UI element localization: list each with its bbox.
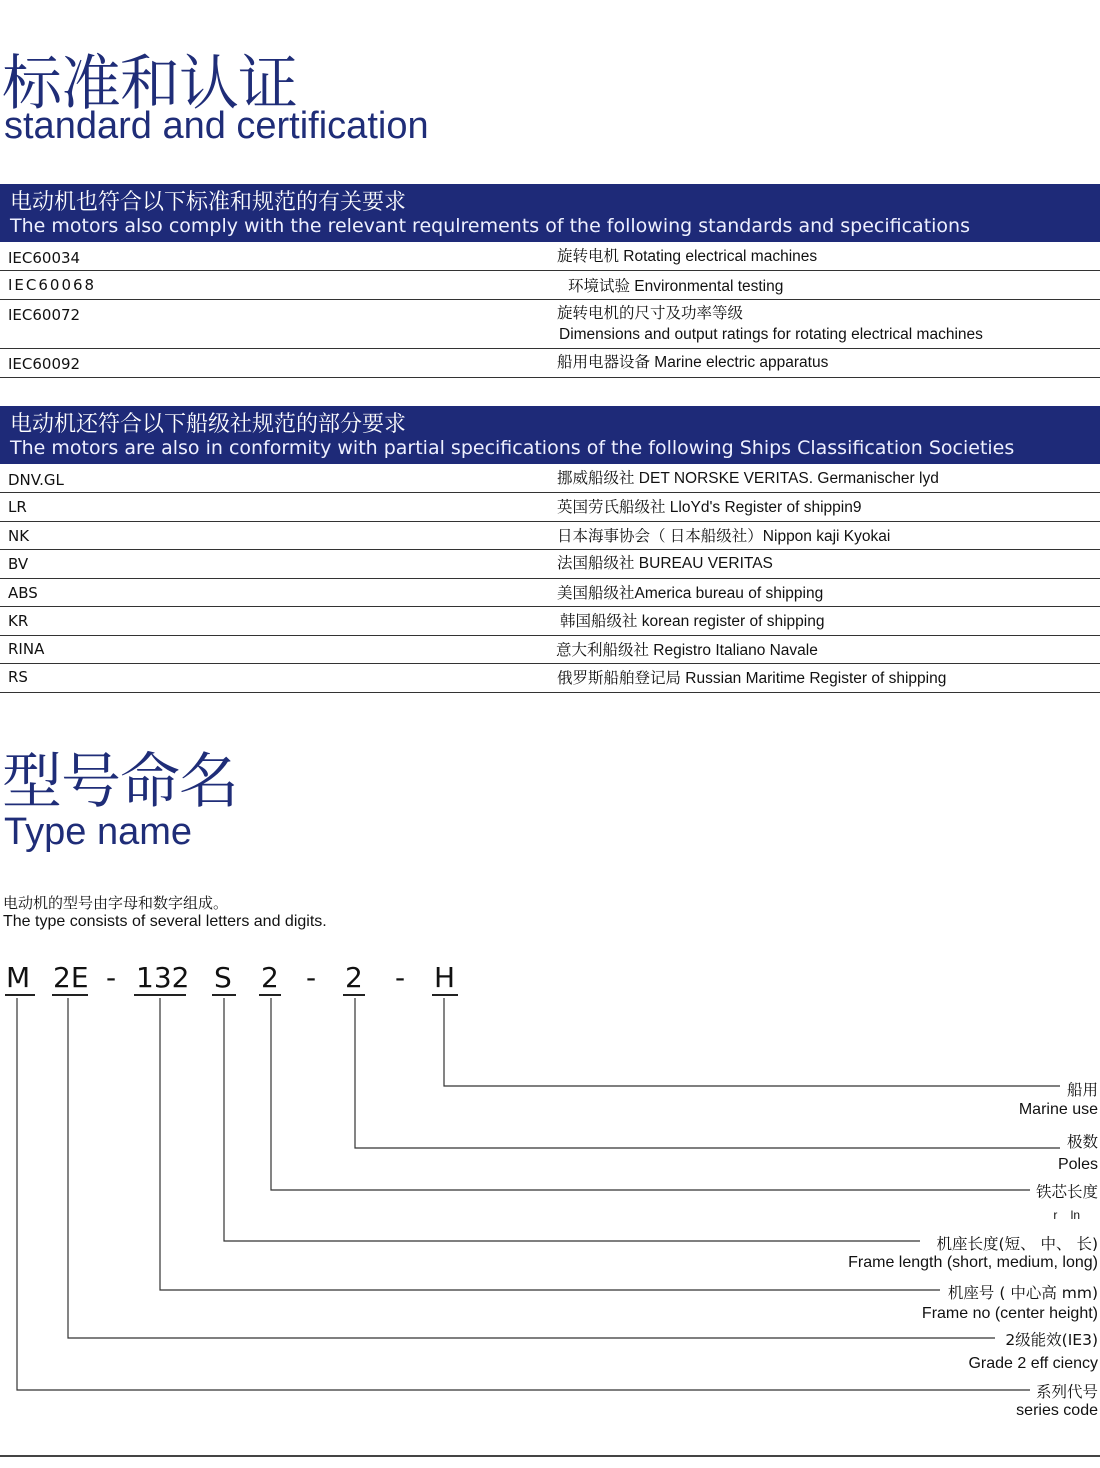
- society-code: ABS: [8, 584, 38, 602]
- type-title-en: Type name: [4, 811, 192, 853]
- code-separator: -: [395, 961, 406, 994]
- legend-marine-cn: 船用: [1061, 1078, 1098, 1100]
- society-desc: 英国劳氏船级社 LloYd's Register of shippin9: [557, 499, 862, 516]
- connector-poles: [355, 998, 1060, 1148]
- standard-desc: 旋转电机的尺寸及功率等级: [557, 305, 744, 322]
- code-part-series: M: [6, 961, 31, 994]
- legend-marine-en: Marine use: [1018, 1101, 1098, 1118]
- standard-code: IEC60068: [8, 276, 97, 294]
- society-code: RS: [8, 668, 28, 686]
- code-part-efficiency: 2E: [53, 961, 89, 994]
- connector-frame-no: [160, 998, 940, 1290]
- society-desc: 韩国船级社 korean register of shipping: [560, 613, 825, 630]
- society-desc: 美国船级社America bureau of shipping: [557, 585, 824, 602]
- society-code: DNV.GL: [8, 471, 64, 489]
- type-title-cn: 型号命名: [2, 747, 238, 817]
- bottom-divider: [0, 1455, 1100, 1457]
- society-desc: 法国船级社 BUREAU VERITAS: [557, 555, 773, 572]
- legend-frame-no-en: Frame no (center height): [921, 1305, 1098, 1322]
- standard-desc: 环境试验 Environmental testing: [568, 278, 784, 295]
- standard-code: IEC60092: [8, 355, 81, 373]
- intro-en: The type consists of several letters and digits.: [3, 913, 327, 930]
- society-desc: 俄罗斯船舶登记局 Russian Maritime Register of shipping: [557, 670, 947, 687]
- legend-frame-length-cn: 机座长度(短、 中、 长): [931, 1232, 1098, 1254]
- connector-core-length: [271, 998, 1030, 1190]
- standard-desc-en: Dimensions and output ratings for rotating electrical machines: [559, 326, 983, 343]
- society-desc: 意大利船级社 Registro Italiano Navale: [556, 642, 818, 659]
- society-code: KR: [8, 612, 29, 630]
- legend-series-en: series code: [1016, 1402, 1098, 1419]
- code-part-frame-length: S: [214, 961, 232, 994]
- legend-frame-no-cn: 机座号 ( 中心高 mm): [942, 1281, 1098, 1303]
- legend-poles-en: Poles: [1057, 1156, 1098, 1173]
- standard-code: IEC60072: [8, 306, 81, 324]
- code-part-core-length: 2: [261, 961, 279, 994]
- intro-cn: 电动机的型号由字母和数字组成。: [3, 894, 229, 912]
- section-title-en: standard and certification: [4, 105, 429, 147]
- society-code: BV: [8, 555, 29, 573]
- legend-frame-length-en: Frame length (short, medium, long): [848, 1254, 1098, 1271]
- legend-poles-cn: 极数: [1061, 1130, 1098, 1152]
- connector-efficiency: [68, 998, 995, 1338]
- legend-series-cn: 系列代号: [1030, 1380, 1098, 1402]
- society-code: NK: [8, 527, 30, 545]
- legend-efficiency-cn: 2级能效(IE3): [999, 1328, 1098, 1350]
- code-part-frame-no: 132: [136, 961, 190, 994]
- code-separator: -: [306, 961, 317, 994]
- societies-header-en: The motors are also in conformity with partial specifications of the following Ships Classification Societies: [10, 437, 1015, 459]
- societies-header-cn: 电动机还符合以下船级社规范的部分要求: [10, 412, 407, 437]
- legend-efficiency-en: Grade 2 eff ciency: [968, 1355, 1098, 1372]
- legend-core-length-en: r ln: [1053, 1208, 1080, 1222]
- standard-desc: 船用电器设备 Marine electric apparatus: [557, 354, 829, 371]
- society-desc: 挪威船级社 DET NORSKE VERITAS. Germanischer lyd: [557, 470, 939, 487]
- standard-desc: 旋转电机 Rotating electrical machines: [557, 248, 818, 265]
- legend-core-length-cn: 铁芯长度: [1030, 1180, 1098, 1202]
- society-desc: 日本海事协会（ 日本船级社）Nippon kaji Kyokai: [557, 528, 891, 545]
- connector-marine: [444, 998, 1060, 1086]
- society-code: LR: [8, 498, 27, 516]
- section-title-cn: 标准和认证: [2, 49, 297, 119]
- connector-series: [17, 998, 1030, 1390]
- society-code: RINA: [8, 640, 45, 658]
- standards-header-cn: 电动机也符合以下标准和规范的有关要求: [10, 190, 407, 215]
- standard-code: IEC60034: [8, 249, 81, 267]
- code-part-marine: H: [434, 961, 456, 994]
- code-part-poles: 2: [345, 961, 363, 994]
- connector-frame-length: [224, 998, 920, 1241]
- code-separator: -: [106, 961, 117, 994]
- standards-header-en: The motors also comply with the relevant requlrements of the following standards and specifications: [10, 215, 970, 237]
